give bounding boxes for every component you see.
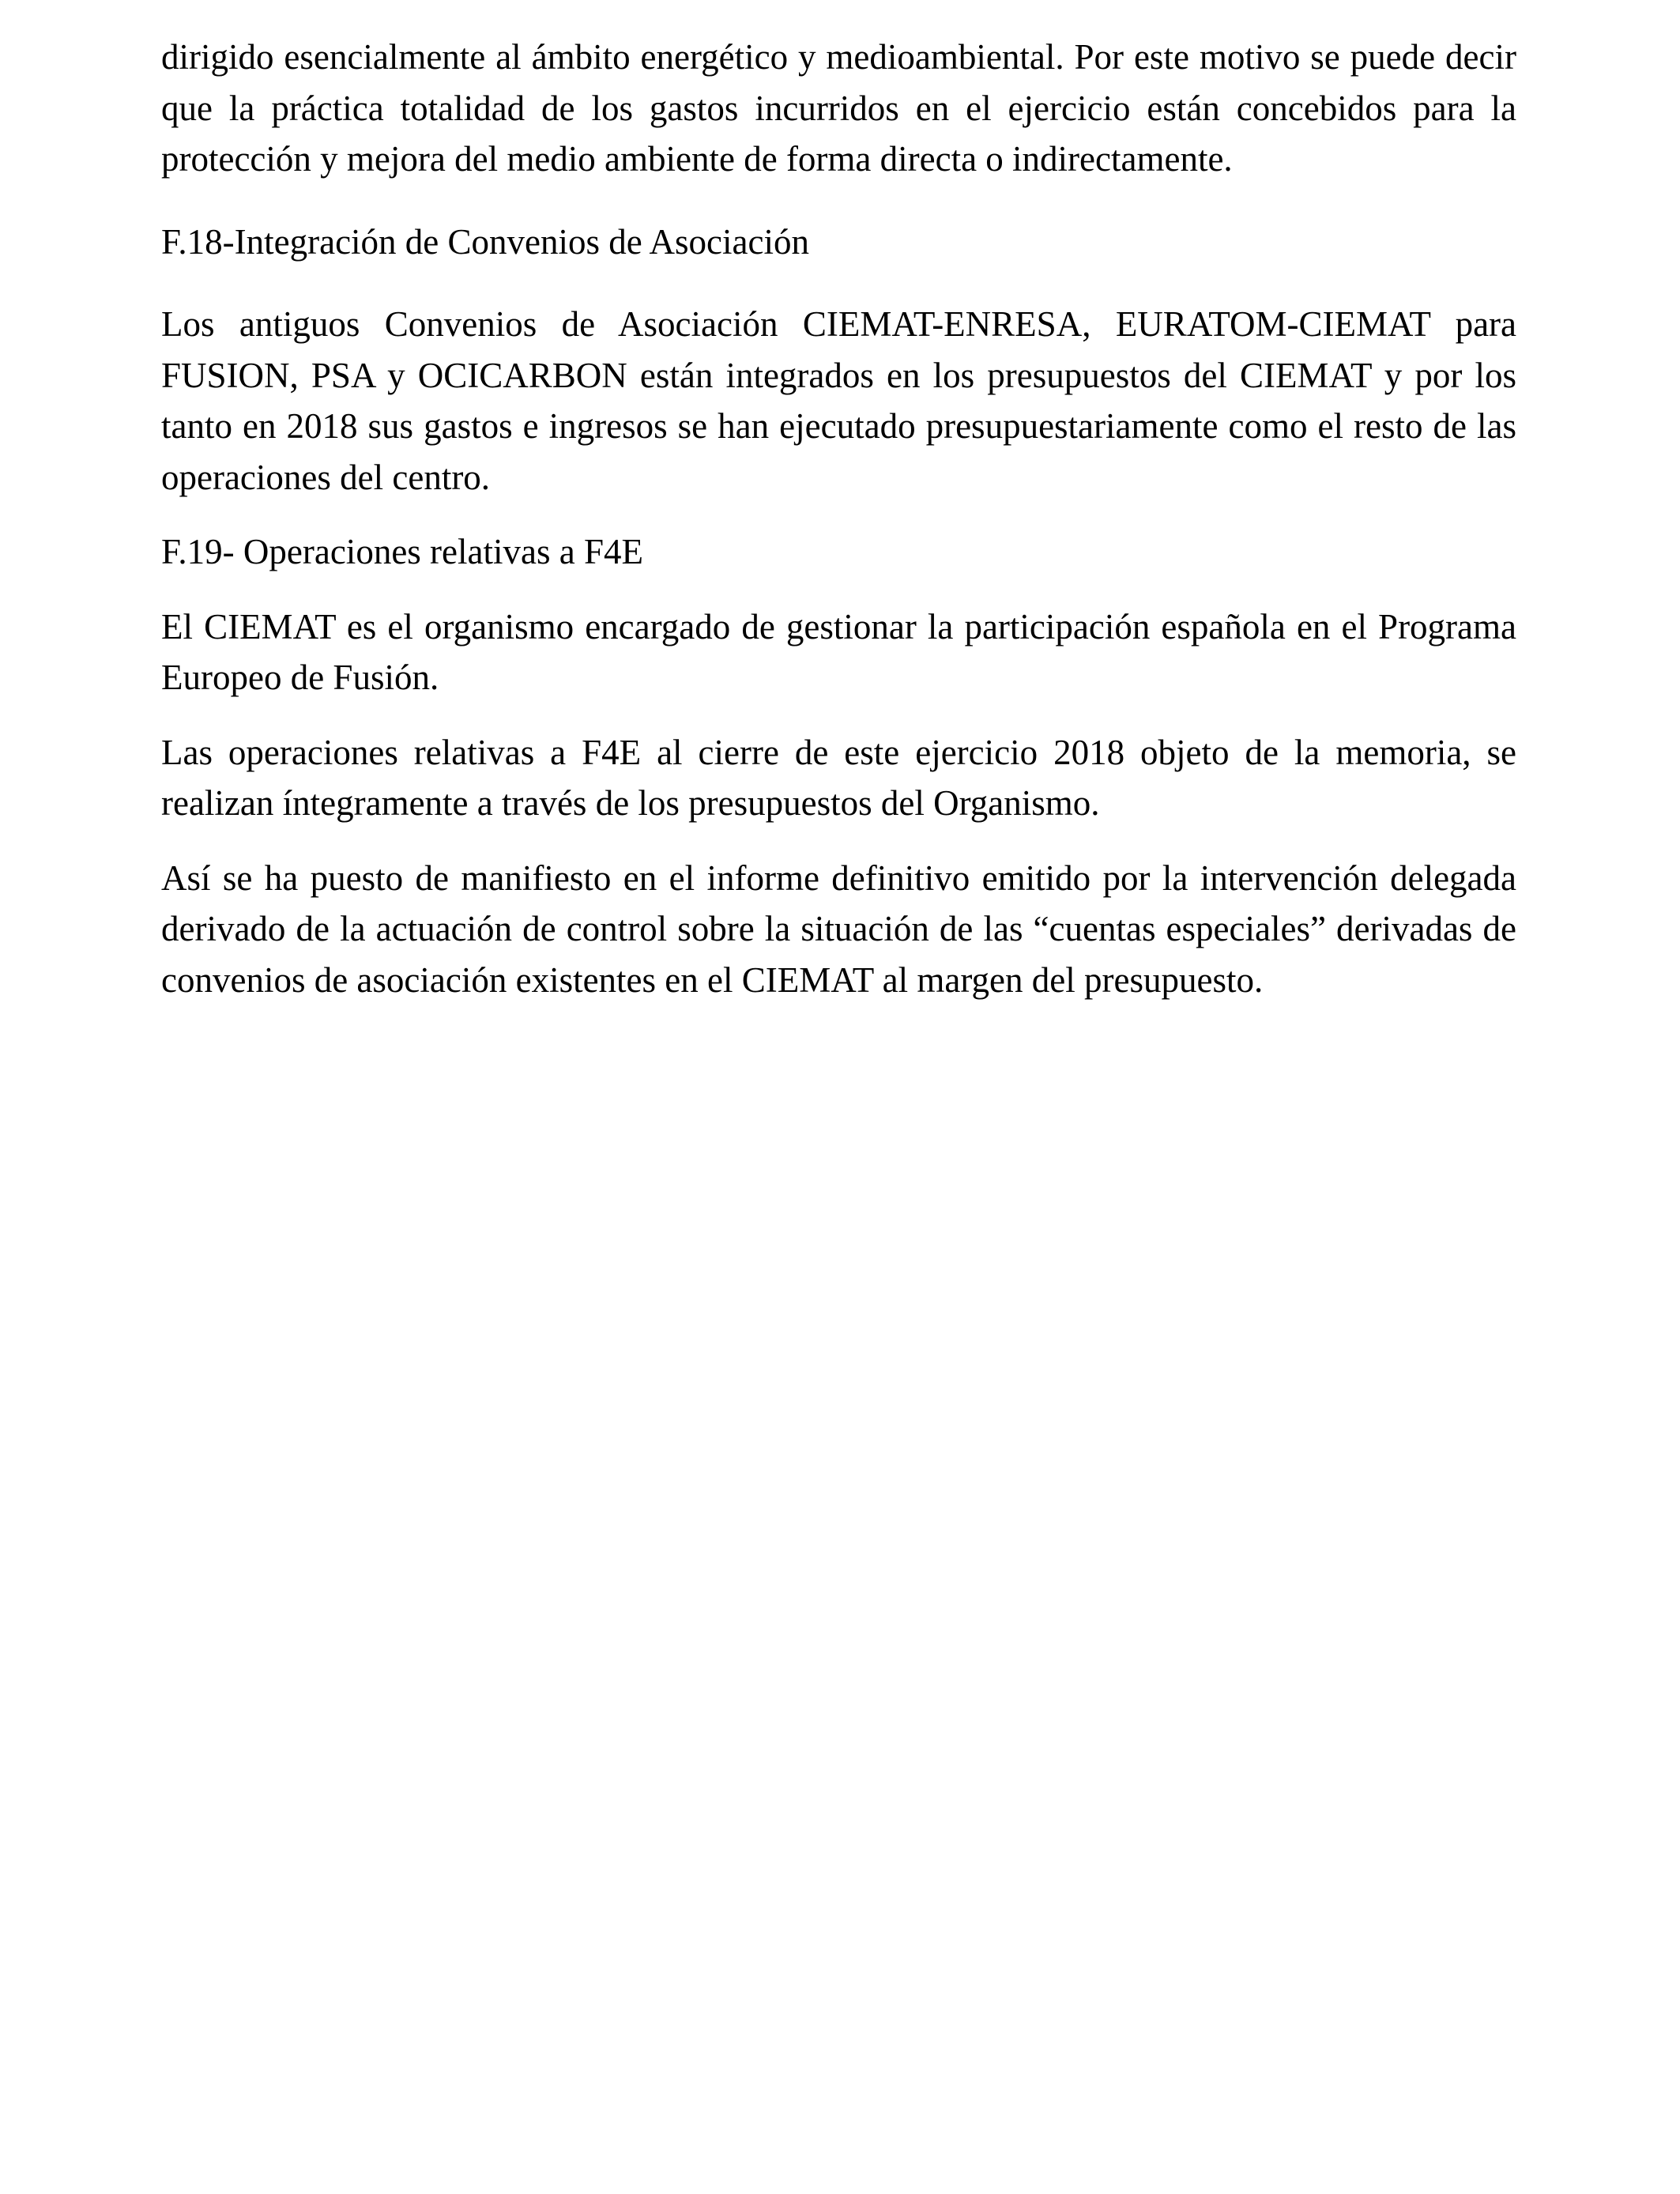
paragraph-f19-3: Así se ha puesto de manifiesto en el informe definitivo emitido por la intervención delegada derivado de la actuación de control sobre la situación de las “cuentas especiales” derivadas de convenios de asociación existentes en el CIEMAT al margen del presupuesto. [161,858,1516,1000]
section-heading-f18: F.18-Integración de Convenios de Asociación [161,221,809,262]
paragraph-f19-1: El CIEMAT es el organismo encargado de gestionar la participación española en el Programa Europeo de Fusión. [161,606,1516,697]
paragraph-f18: Los antiguos Convenios de Asociación CIEMAT-ENRESA, EURATOM-CIEMAT para FUSION, PSA y OCICARBON están integrados en los presupuestos del CIEMAT y por los tanto en 2018 sus gastos e ingresos se han ejecutado presupuestariamente como el resto de las operaciones del centro. [161,304,1516,497]
document-page [161,32,1516,1005]
paragraph-f19-2: Las operaciones relativas a F4E al cierre de este ejercicio 2018 objeto de la memoria, se realizan íntegramente a través de los presupuestos del Organismo. [161,732,1516,823]
paragraph-intro: dirigido esencialmente al ámbito energético y medioambiental. Por este motivo se puede decir que la práctica totalidad de los gastos incurridos en el ejercicio están concebidos para la protección y mejora del medio ambiente de forma directa o indirectamente. [161,37,1516,179]
section-heading-f19: F.19- Operaciones relativas a F4E [161,532,643,571]
